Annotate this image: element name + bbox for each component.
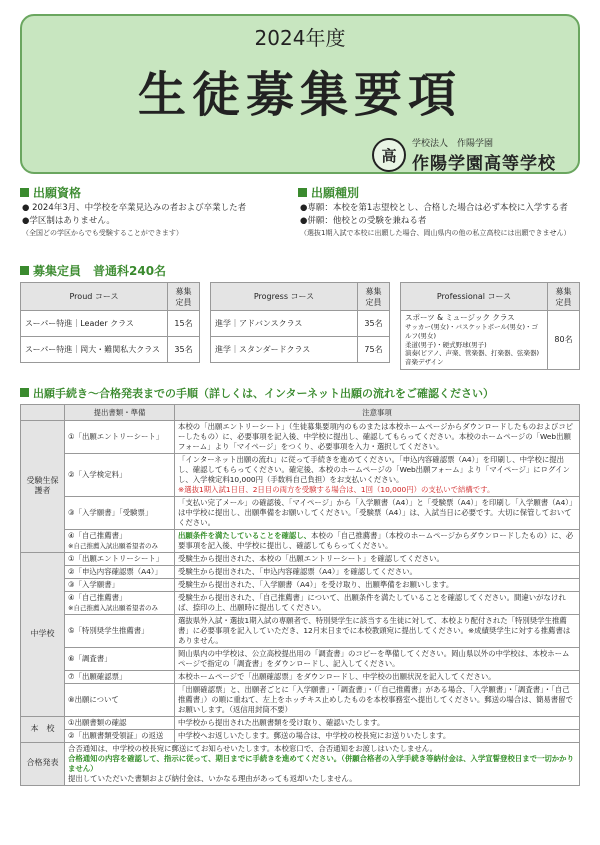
table-row-item: ①出願書類の確認 <box>65 716 175 729</box>
result-line: 合格通知の内容を確認して、指示に従って、期日までに手続きを進めてください。（併願合格者の入学手続き等納付金は、入学宣誓登校日まで一切かかりません） <box>68 753 574 773</box>
table-row-note: 「出願確認票」と、出願者ごとに「入学願書」・「調査書」・（「自己推薦書」がある場合、「入学願書」・「調査書」・「自己推薦書」）の順に重ねて、左上をホッチキス止めしたものを本校事務室へ提出してください。郵送の場合は、簡易書留でお願いします。（返信用封筒不要） <box>175 683 580 716</box>
col-item-header: 提出書類・準備 <box>65 405 175 421</box>
page-title: 生徒募集要項 <box>137 67 462 123</box>
professional-header: Professional コース <box>401 283 548 311</box>
table-row-item: ④「自己推薦書」 ※自己推薦入試出願希望者のみ <box>65 591 175 614</box>
result-notes <box>65 742 580 785</box>
table-row-item: ②「申込内容確認票（A4）」 <box>65 565 175 578</box>
table-row-note: 受験生から提出された、本校の「出願エントリーシート」を確認してください。 <box>175 552 580 565</box>
count-header: 募集定員 <box>548 283 580 311</box>
count-header: 募集定員 <box>358 283 390 311</box>
table-row-item: ③「入学願書」 <box>65 578 175 591</box>
types-heading: 出願種別 <box>298 184 359 201</box>
table-cell: 35名 <box>168 337 200 363</box>
count-header: 募集定員 <box>168 283 200 311</box>
qualification-item: ●学区制はありません。 <box>22 215 115 226</box>
capacity-heading: 募集定員 普通科240名 <box>20 262 166 279</box>
table-row-item: ⑥「調査書」 <box>65 647 175 670</box>
types-note: （選抜1期入試で本校に出願した場合、岡山県内の他の私立高校には出願できません） <box>300 228 571 237</box>
table-row-item: ⑤「特別奨学生推薦書」 <box>65 614 175 647</box>
table-cell: 80名 <box>548 311 580 370</box>
table-row-note: 中学校から提出された出願書類を受け取り、確認いたします。 <box>175 716 580 729</box>
table-row-note: 受験生から提出された、「申込内容確認票（A4）」を確認してください。 <box>175 565 580 578</box>
school-org: 学校法人 作陽学園 <box>412 139 494 149</box>
table-row-note: 中学校へお返しいたします。郵送の場合は、中学校の校長宛にお送りいたします。 <box>175 729 580 742</box>
qualification-body <box>22 202 292 238</box>
class-line: 柔道(男子)・硬式野球(男子) <box>405 340 487 349</box>
types-body <box>300 202 590 238</box>
table-cell: 進学｜アドバンスクラス <box>211 311 358 337</box>
table-row-note: 「インターネット出願の流れ」に従って手続きを進めてください。「申込内容確認票（A4）」を印刷し、中学校に提出し、確認してもらってください。確定後、本校のホームページの「Web出願フォーム」より「マイページ」にログインし、入学検定料10,000円（手数料自己負担）をお支払いください。 ※選抜1期入試1日目、2日目の両方を受験する場合は、1回（10,000円）の支払いで結構です。 <box>175 453 580 496</box>
year-label: 2024年度 <box>254 26 346 50</box>
types-item: ●併願：他校との受験を兼ねる者 <box>300 215 427 226</box>
group-school: 本 校 <box>21 716 65 742</box>
table-row-note: 本校の「出願エントリーシート」（生徒募集要項内のものまたは本校ホームページからダウンロードしたものおよびコピーしたもの）に、必要事項を記入後、中学校に提出し、確認してもらってください。本校のホームページの「Web出願フォーム」より「マイページ」をつくり、必要事項を入力・選択してください。 <box>175 421 580 454</box>
table-row-item: ⑦「出願確認票」 <box>65 670 175 683</box>
progress-table <box>210 282 390 363</box>
header-banner <box>20 14 580 174</box>
group-applicant: 受験生保護者 <box>21 421 65 553</box>
table-row-note: 出願条件を満たしていることを確認し、本校の「自己推薦書」（本校のホームページからダウンロードしたもの）に、必要事項を記入後、中学校に提出し、確認してもらってください。 <box>175 529 580 552</box>
col-note-header: 注意事項 <box>175 405 580 421</box>
proud-table <box>20 282 200 363</box>
professional-table <box>400 282 580 370</box>
qualification-note: （全国どの学区からでも受験することができます） <box>22 228 183 237</box>
table-row-item: ①「出願エントリーシート」 <box>65 421 175 454</box>
qualification-heading: 出願資格 <box>20 184 81 201</box>
table-row-note: 受験生から提出された、「入学願書（A4）」を受け取り、出願準備をお願いします。 <box>175 578 580 591</box>
progress-header: Progress コース <box>211 283 358 311</box>
types-item: ●専願：本校を第1志望校とし、合格した場合は必ず本校に入学する者 <box>300 203 568 213</box>
table-row-item: ②「出願書類受領証」の返送 <box>65 729 175 742</box>
table-row-item: ②「入学検定料」 <box>65 453 175 496</box>
table-row-item: ④「自己推薦書」 ※自己推薦入試出願希望者のみ <box>65 529 175 552</box>
table-cell: 35名 <box>358 311 390 337</box>
qualification-item: ● 2024年3月、中学校を卒業見込みの者および卒業した者 <box>22 203 247 213</box>
fee-note: ※選抜1期入試1日目、2日目の両方を受験する場合は、1回（10,000円）の支払いで結構です。 <box>178 484 495 494</box>
table-row-item: ③「入学願書」「受験票」 <box>65 496 175 529</box>
table-cell: 進学｜スタンダードクラス <box>211 337 358 363</box>
result-line: 提出していただいた書類および納付金は、いかなる理由があっても返却いたしません。 <box>68 773 357 783</box>
proud-header: Proud コース <box>21 283 168 311</box>
class-line: サッカー(男女)・バスケットボール(男女)・ゴルフ(男女) <box>405 323 539 340</box>
table-cell: スーパー特進｜Leader クラス <box>21 311 168 337</box>
blank-header <box>21 405 65 421</box>
table-row-note: 選抜県外入試・選抜1期入試の専願者で、特別奨学生に該当する生徒に対して、本校より配付された「特別奨学生推薦書」に必要事項を記入していただき、12月末日までに本校教頭宛に提出してください。※成績奨学生に対する推薦書はありません。 <box>175 614 580 647</box>
school-name: 作陽学園高等学校 <box>412 154 556 174</box>
table-row-note: 受験生から提出された、「自己推薦書」について、出願条件を満たしていることを確認してください。間違いがなければ、捺印の上、出願時に提出してください。 <box>175 591 580 614</box>
table-cell: 15名 <box>168 311 200 337</box>
group-middle: 中学校 <box>21 552 65 716</box>
table-row-note: 本校ホームページで「出願確認票」をダウンロードし、中学校の出願状況を記入してください。 <box>175 670 580 683</box>
result-line: 合否通知は、中学校の校長宛に郵送にてお知らせいたします。本校窓口で、合否通知をお渡しはいたしません。 <box>68 743 438 753</box>
professional-classes <box>401 311 548 370</box>
school-crest-icon: 高 <box>372 138 406 172</box>
class-line: スポーツ & ミュージック クラス <box>405 313 515 322</box>
table-row-note: 「支払い完了メール」の確認後、「マイページ」から「入学願書（A4）」と「受験票（A4）」を印刷し「入学願書（A4）」は中学校に提出し、出願準備をお願いしてください。「受験票（A4）」は、入試当日に必要です。大切に保管しておいてください。 <box>175 496 580 529</box>
procedure-table <box>20 404 580 786</box>
class-line: 演奏(ピアノ、声楽、管楽器、打楽器、弦楽器) <box>405 349 540 358</box>
square-icon <box>20 188 29 197</box>
square-icon <box>20 388 29 397</box>
table-row-item: ①「出願エントリーシート」 <box>65 552 175 565</box>
class-line: 音楽デザイン <box>405 358 444 367</box>
table-row-note: 岡山県内の中学校は、公立高校提出用の「調査書」のコピーを準備してください。岡山県以外の中学校は、本校ホームページで指定の「調査書」をダウンロードし、記入してください。 <box>175 647 580 670</box>
school-block <box>372 136 556 174</box>
square-icon <box>20 266 29 275</box>
table-cell: 75名 <box>358 337 390 363</box>
procedure-heading: 出願手続き～合格発表までの手順（詳しくは、インターネット出願の流れをご確認ください） <box>20 385 494 401</box>
square-icon <box>298 188 307 197</box>
group-result: 合格発表 <box>21 742 65 785</box>
table-cell: スーパー特進｜岡大・難関私大クラス <box>21 337 168 363</box>
table-row-item: ⑧出願について <box>65 683 175 716</box>
